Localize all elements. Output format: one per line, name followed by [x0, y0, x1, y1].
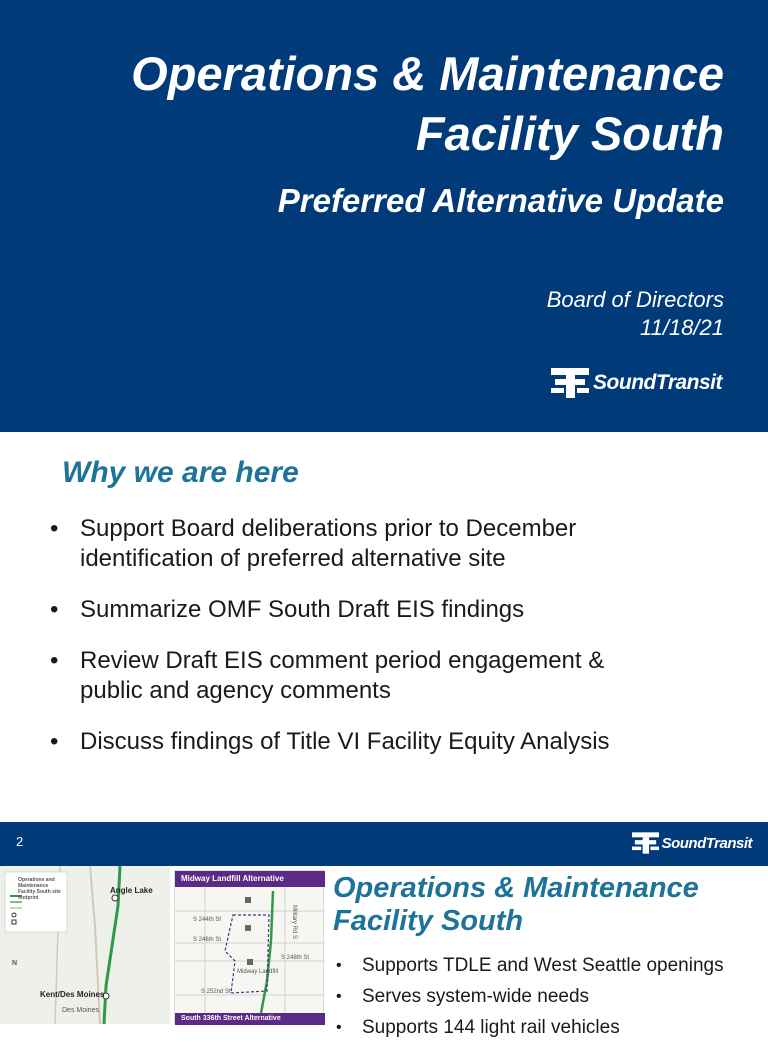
presentation-subtitle: Preferred Alternative Update	[277, 182, 724, 219]
omf-south-slide	[0, 822, 768, 1038]
bullet-list	[336, 954, 766, 1047]
bullet-icon: •	[50, 728, 59, 755]
bullet-text: Supports TDLE and West Seattle openings	[362, 955, 724, 976]
logo-wordmark: SoundTransit	[593, 371, 722, 394]
midway-landfill-map	[174, 870, 324, 1024]
bullet-text: Supports 144 light rail vehicles	[362, 1017, 620, 1038]
bullet-icon: •	[336, 988, 342, 1005]
bullet-icon: •	[50, 647, 59, 674]
bullet-text-line: Discuss findings of Title VI Facility Equity Analysis	[80, 728, 610, 755]
bullet-item	[50, 646, 750, 706]
logo-wordmark: SoundTransit	[661, 834, 752, 852]
bullet-list	[50, 514, 750, 778]
map-alternative-header: Midway Landfill Alternative	[175, 871, 325, 887]
bullet-item	[50, 595, 750, 625]
heading-line-1: Operations & Maintenance	[333, 872, 699, 904]
bullet-text: Serves system-wide needs	[362, 986, 590, 1007]
why-we-are-here-slide	[0, 432, 768, 822]
title-slide	[0, 0, 768, 432]
bullet-text-line: Summarize OMF South Draft EIS findings	[80, 596, 525, 623]
slide-header-bar	[0, 822, 768, 866]
map-label-street: S 246th St	[193, 937, 222, 943]
bullet-icon: •	[336, 1019, 342, 1036]
map-legend-title: Operations and Maintenance Facility South site footprint	[18, 877, 61, 901]
title-line-2: Facility South	[415, 107, 724, 160]
bullet-icon: •	[336, 957, 342, 974]
bullet-text-line: Support Board deliberations prior to December	[80, 515, 577, 542]
sound-transit-logo	[632, 832, 752, 854]
slide-number: 2	[16, 834, 24, 849]
sound-transit-logo-mark-icon	[551, 368, 589, 398]
sound-transit-logo	[551, 368, 722, 398]
corridor-map	[0, 866, 170, 1024]
slide-heading	[333, 872, 763, 938]
bullet-text-line: public and agency comments	[80, 677, 391, 704]
audience-label: Board of Directors	[546, 287, 724, 312]
heading-line-2: Facility South	[333, 905, 524, 937]
sound-transit-logo-mark-icon	[632, 832, 659, 854]
map-label-midway-landfill: Midway Landfill	[237, 969, 279, 975]
map-label-street: S 244th St	[193, 917, 222, 923]
bullet-item	[50, 727, 750, 757]
bullet-item	[336, 954, 766, 978]
map-alternative-footer: South 336th Street Alternative	[175, 1013, 325, 1025]
north-arrow-icon: N	[12, 960, 18, 967]
date-label: 11/18/21	[639, 315, 724, 340]
map-label-des-moines: Des Moines	[62, 1007, 99, 1014]
bullet-item	[336, 985, 766, 1009]
bullet-icon: •	[50, 596, 59, 623]
presentation-title	[24, 44, 724, 164]
bullet-text-line: identification of preferred alternative site	[80, 545, 506, 572]
title-line-1: Operations & Maintenance	[131, 47, 724, 100]
bullet-item	[336, 1016, 766, 1040]
map-label-street: S 248th St	[281, 955, 310, 961]
presentation-meta	[547, 286, 724, 342]
map-label-angle-lake: Angle Lake	[110, 886, 153, 895]
map-label-kent-des-moines: Kent/Des Moines	[40, 990, 105, 999]
bullet-text-line: Review Draft EIS comment period engagement &	[80, 647, 605, 674]
map-label-military-rd: Military Rd S	[291, 905, 297, 940]
bullet-item	[50, 514, 750, 574]
map-label-street: S 252nd St	[201, 989, 231, 995]
slide-heading: Why we are here	[62, 456, 299, 489]
bullet-icon: •	[50, 515, 59, 542]
